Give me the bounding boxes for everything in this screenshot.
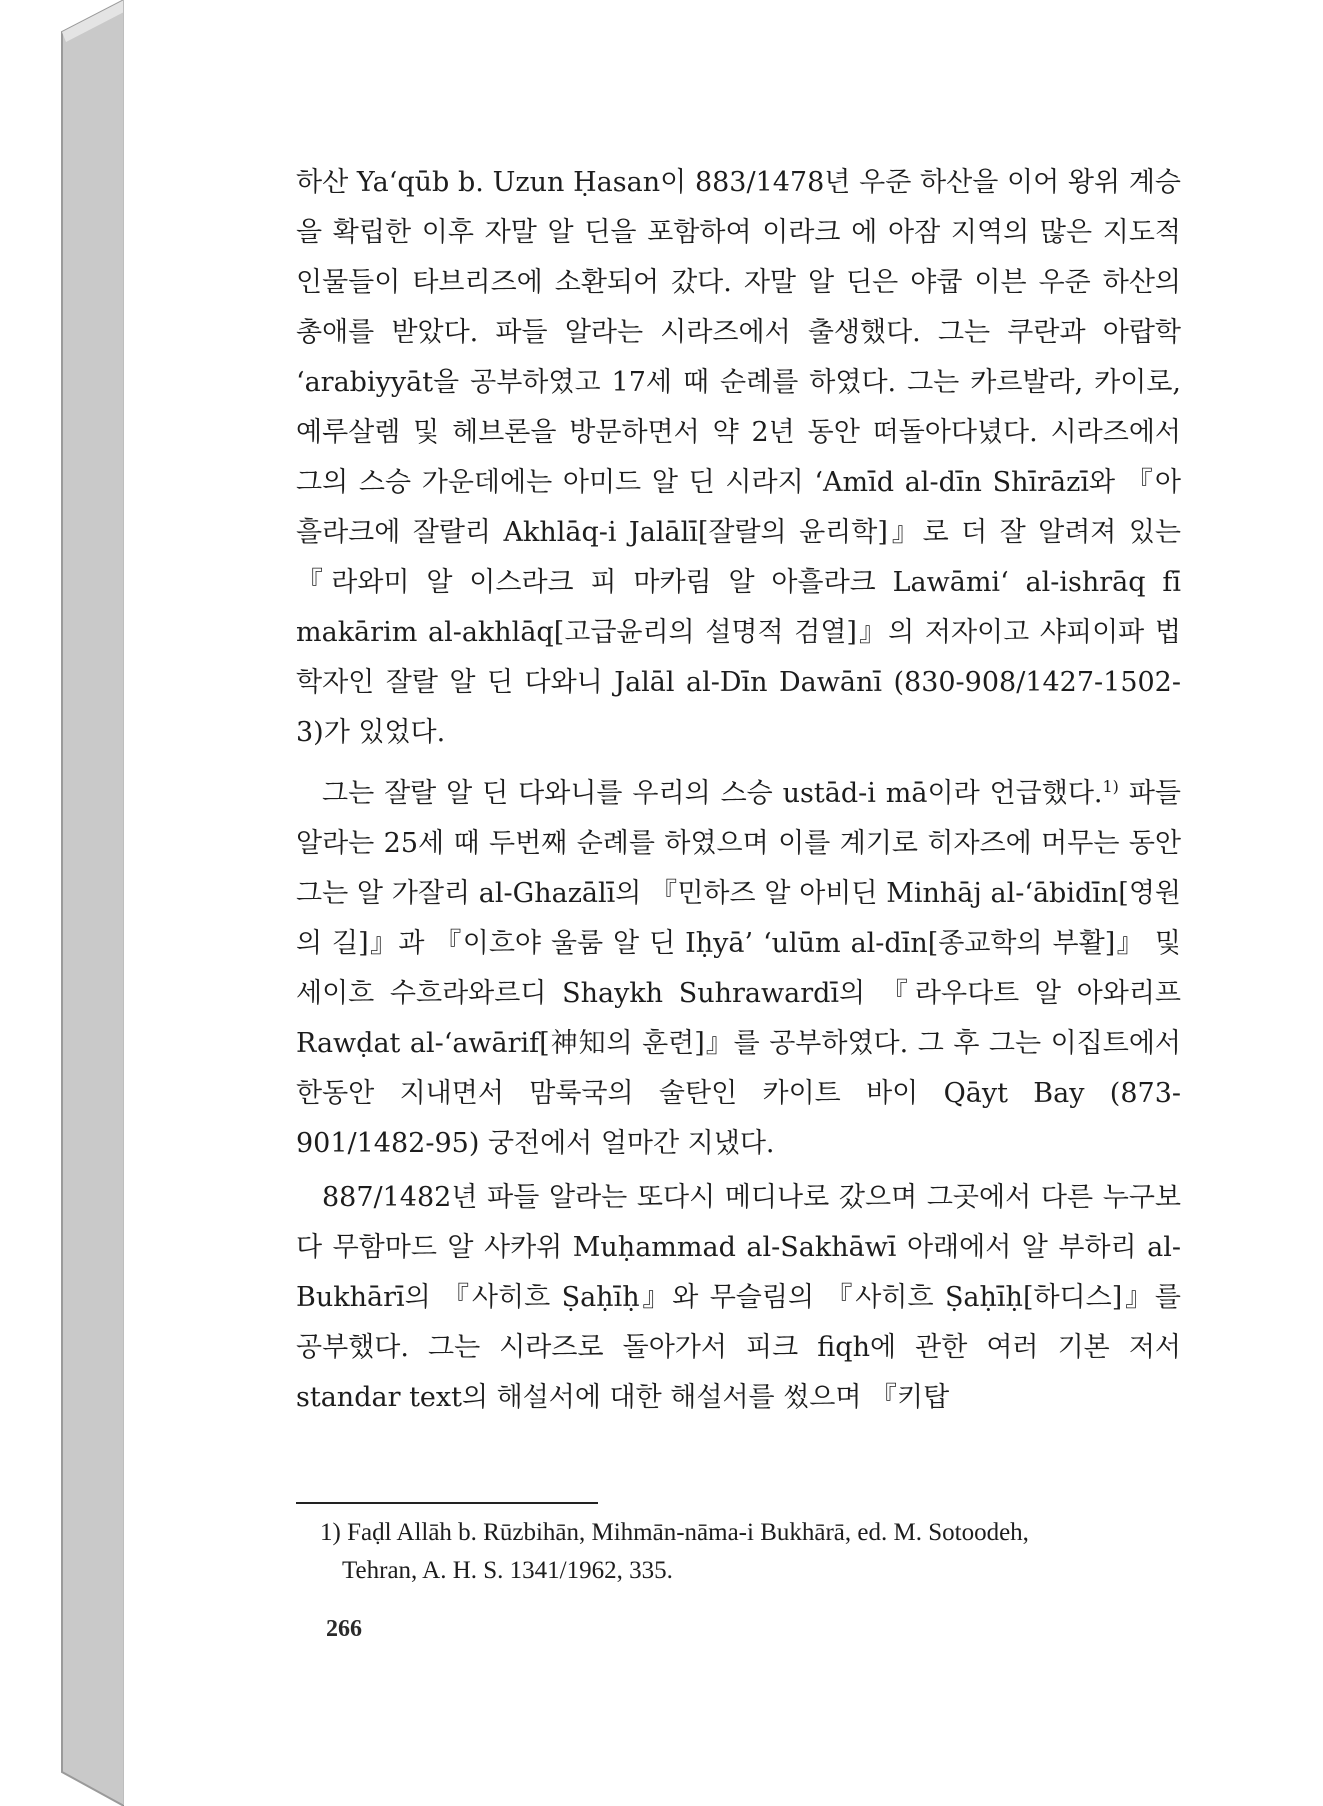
footnote-separator (296, 1502, 598, 1504)
paragraph-2-lead: 그는 잘랄 알 딘 다와니를 우리의 스승 ustād-i mā이라 언급했다. (322, 778, 1103, 809)
paragraph-2-rest: 파들 알라는 25세 때 두번째 순례를 하였으며 이를 계기로 히자즈에 머무는 동안 그는 알 가잘리 al-Ghazālī의 『민하즈 알 아비딘 Minhāj al-‘ābidīn[영원의 길]』과 『이흐야 울룸 알 딘 Iḥyā’ ‘ulūm al-dīn[종교학의 부활]』 및 세이흐 수흐라와르디 Shaykh Suhrawardī의 『라우다트 알 아와리프 Rawḍat al-‘awārif[神知의 훈련]』를 공부하였다. 그 후 그는 이집트에서 한동안 지내면서 맘룩국의 술탄인 카이트 바이 Qāyt Bay (873-901/1482-95) 궁전에서 얼마간 지냈다. (296, 778, 1182, 1159)
footnote-ref: 1) (1102, 777, 1119, 796)
paragraph-2 (296, 762, 1181, 1169)
footnote (320, 1514, 1180, 1590)
paragraph-1: 하산 Ya‘qūb b. Uzun Ḥasan이 883/1478년 우준 하산을 이어 왕위 계승을 확립한 이후 자말 알 딘을 포함하여 이라크 에 아잠 지역의 많은 지도적 인물들이 타브리즈에 소환되어 갔다. 자말 알 딘은 야쿱 이븐 우준 하산의 총애를 받았다. 파들 알라는 시라즈에서 출생했다. 그는 쿠란과 아랍학 ‘arabiyyāt을 공부하였고 17세 때 순례를 하였다. 그는 카르발라, 카이로, 예루살렘 및 헤브론을 방문하면서 약 2년 동안 떠돌아다녔다. 시라즈에서 그의 스승 가운데에는 아미드 알 딘 시라지 ‘Amīd al-dīn Shīrāzī와 『아흘라크에 잘랄리 Akhlāq-i Jalālī[잘랄의 윤리학]』로 더 잘 알려져 있는 『라와미 알 이스라크 피 마카림 알 아흘라크 Lawāmi‘ al-ishrāq fī makārim al-akhlāq[고급윤리의 설명적 검열]』의 저자이고 샤피이파 법학자인 잘랄 알 딘 다와니 Jalāl al-Dīn Dawānī (830-908/1427-1502-3)가 있었다. (296, 167, 1181, 748)
footnote-line-1: 1) Faḍl Allāh b. Rūzbihān, Mihmān-nāma-i Bukhārā, ed. M. Sotoodeh, (320, 1519, 1029, 1546)
body-text (296, 158, 1181, 1427)
paragraph-3: 887/1482년 파들 알라는 또다시 메디나로 갔으며 그곳에서 다른 누구보다 무함마드 알 사카위 Muḥammad al-Sakhāwī 아래에서 알 부하리 al-Bukhārī의 『사히흐 Ṣaḥīḥ』와 무슬림의 『사히흐 Ṣaḥīḥ[하디스]』를 공부했다. 그는 시라즈로 돌아가서 피크 fiqh에 관한 여러 기본 저서 standar text의 해설서에 대한 해설서를 썼으며 『키탑 (296, 1182, 1181, 1413)
page-number: 266 (326, 1616, 362, 1642)
footnote-line-2: Tehran, A. H. S. 1341/1962, 335. (342, 1557, 673, 1584)
